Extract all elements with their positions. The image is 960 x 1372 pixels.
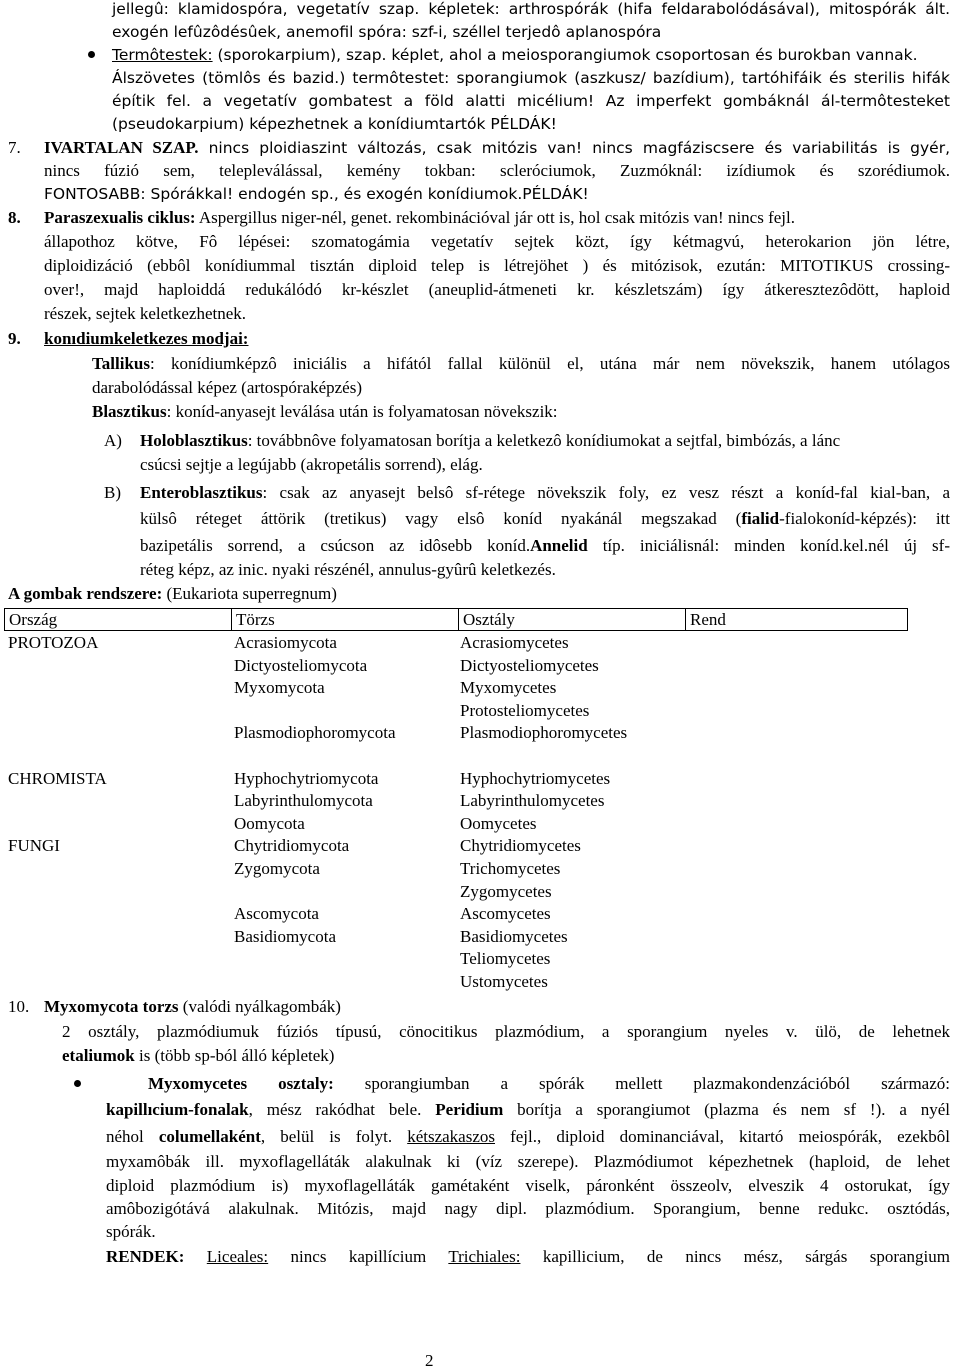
text-line: myxamôbák ill. myxoflagelláták alakulnak ki (víz szerepe). Plazmódiumot képezhetnek (haploid, de lehet <box>106 1152 950 1171</box>
table-cell: Labyrinthulomycota <box>234 791 373 811</box>
text-line: FONTOSABB: Spórákkal! endogén sp., és exogén konídiumok.PÉLDÁK! <box>44 185 589 203</box>
table-cell: Plasmodiophoromycetes <box>460 723 628 743</box>
text-line: (pseudokarpium) képezhetnek a konídiumtartók PÉLDÁK! <box>112 115 557 133</box>
text-line: exogén lefûzôdésûek, anemofil spóra: szf-i, széllel terjedô aplanospóra <box>112 23 662 41</box>
text-line: nincs fúzió sem, telepleválással, kemény tokban: scleróciumok, Zuzmóknál: izídiumok és szorédiumok. <box>44 161 950 180</box>
table-cell: Basidiomycota <box>234 926 336 946</box>
table-cell: Ascomycota <box>234 904 319 924</box>
text-span: bazipetális sorrend, a csúcson az idôsebb koníd. <box>140 536 531 555</box>
bullet-icon <box>74 1080 81 1087</box>
table-cell: Dictyosteliomycetes <box>460 655 599 675</box>
text-span: külsô réteget áttörik (tretikus) vagy elsô koníd nyakánál megszakad ( <box>140 509 742 528</box>
text-line <box>44 207 795 229</box>
rendszer-heading: A gombak rendszere: <box>8 584 163 603</box>
table-cell: Zygomycota <box>234 858 320 878</box>
text-line: spórák. <box>106 1222 156 1241</box>
section-heading: IVARTALAN SZAP. <box>44 138 199 157</box>
text-span: kapillıcium-fonalak <box>106 1100 249 1119</box>
text-line <box>92 353 950 375</box>
text-span: (valódi nyálkagombák) <box>178 997 341 1016</box>
section-heading: Paraszexualis ciklus: <box>44 208 196 227</box>
term-tallikus: Tallikus <box>92 354 150 373</box>
table-cell: CHROMISTA <box>8 768 107 788</box>
text-span: Trichiales: <box>448 1247 521 1266</box>
text-span: (Eukariota superregnum) <box>162 584 337 603</box>
table-cell <box>234 881 395 904</box>
text-line <box>106 1099 950 1121</box>
text-line: diploidizáció (ebbôl konídiummal tisztán diploid telep is létrejöhet ) és mitózisok, ezután: MITOTIKUS crossing- <box>44 256 950 275</box>
table-cell: Chytridiomycetes <box>460 836 581 856</box>
text-span: Aspergillus niger-nél, genet. rekombinációval jár ott is, hol csak mitózis van! nincs fejl. <box>195 208 795 227</box>
text-line <box>44 137 950 159</box>
table-cell: Teliomycetes <box>460 949 551 969</box>
text-span: típ. iniciálisnál: minden koníd.kel.nél új sf- <box>587 536 950 555</box>
myxomycetes-heading: Myxomycetes osztaly: <box>148 1074 334 1093</box>
table-cell: PROTOZOA <box>8 633 99 652</box>
text-line <box>62 1045 334 1067</box>
orszag-column <box>8 632 107 858</box>
text-line: csúcsi sejtje a legújabb (akropetális sorrend), elág. <box>140 455 483 474</box>
text-line <box>92 401 558 423</box>
table-cell <box>8 813 107 836</box>
table-cell <box>8 655 107 678</box>
text-span: is (több sp-ból álló képletek) <box>134 1046 335 1065</box>
section-number: 10. <box>8 997 30 1016</box>
text-line: darabolódással képez (artospóraképzés) <box>92 378 362 397</box>
table-cell: Trichomycetes <box>460 858 561 878</box>
text-line <box>8 583 337 605</box>
list-marker: A) <box>104 431 122 450</box>
text-line: over!, majd haploiddá redukálódó kr-készlet (aneuplid-átmeneti kr. készletszám) így átkeresztezôdött, haploid <box>44 280 950 299</box>
table-cell: Oomycetes <box>460 813 537 833</box>
section-number: 8. <box>8 208 21 227</box>
text-span: nincs kapillícium <box>268 1247 449 1266</box>
table-cell <box>8 700 107 723</box>
table-cell: Myxomycota <box>234 678 325 698</box>
text-line <box>140 430 840 452</box>
page-number: 2 <box>425 1351 434 1370</box>
table-cell: Hyphochytriomycota <box>234 768 379 788</box>
text-span: (sporokarpium), szap. képlet, ahol a meiosporangiumok csoportosan és burokban vannak. <box>212 46 918 64</box>
text-line: diploid plazmódium is) myxoflagelláták gamétaként viselk, páronként összeolv, elveszik 4 ostorukat, így <box>106 1176 950 1195</box>
section-heading: konıdiumkeletkezes modjai: <box>44 329 249 348</box>
term-holoblasztikus: Holoblasztikus <box>140 431 248 450</box>
text-span: columellaként <box>158 1127 261 1146</box>
table-cell: Plasmodiophoromycota <box>234 723 396 743</box>
text-span: kapillicium, de nincs mész, sárgás sporangium <box>520 1247 951 1266</box>
table-cell: Acrasiomycota <box>234 633 337 652</box>
text-span: sporangiumban a spórák mellett plazmakondenzációból származó: <box>333 1074 950 1093</box>
table-cell <box>234 700 395 723</box>
section-heading: Myxomycota torzs <box>44 997 179 1016</box>
text-span: kétszakaszos <box>407 1127 495 1146</box>
text-span: -fialokoníd-képzés): itt <box>779 509 951 528</box>
table-header-row <box>5 609 908 631</box>
table-cell: Labyrinthulomycetes <box>460 791 605 811</box>
text-line: részek, sejtek keletkezhetnek. <box>44 304 247 323</box>
rendek-heading: RENDEK: <box>106 1247 185 1266</box>
table-cell: Basidiomycetes <box>460 926 568 946</box>
text-line: jellegû: klamidospóra, vegetatív szap. képletek: arthrospórák (hifa feldarabolódásával), mitospórák ált. <box>112 0 950 18</box>
header-cell: Törzs <box>232 609 459 631</box>
taxonomy-table <box>4 608 908 631</box>
text-line: építik fel. a vegetatív gombatest a föld alatti micélium! Az imperfekt gombáknál ál-termôtesteket <box>112 92 950 110</box>
text-span: fialid <box>741 509 780 528</box>
table-cell: Acrasiomycetes <box>460 633 569 652</box>
text-span: , belül is folyt. <box>260 1127 408 1146</box>
text-span: : csak az anyasejt belsô sf-rétege növekszik foly, ez vesz részt a koníd-fal kial-ban, a <box>262 483 950 502</box>
section-number: 7. <box>8 138 21 157</box>
bullet-icon <box>88 51 95 58</box>
text-span: etaliumok <box>62 1046 135 1065</box>
term-enteroblasztikus: Enteroblasztikus <box>140 483 263 502</box>
text-span: néhol <box>106 1127 159 1146</box>
termotestek-heading: Termôtestek: <box>112 46 213 64</box>
text-span: , mész rakódhat bele. <box>248 1100 436 1119</box>
text-span: fejl., diploid dominanciával, kitartó meiospórák, ezekbôl <box>495 1127 950 1146</box>
table-cell <box>8 790 107 813</box>
text-span: : továbbnôve folyamatosan borítja a keletkezô konídiumokat a sejtfal, bimbózás, a lánc <box>247 431 841 450</box>
text-line <box>140 535 950 557</box>
table-cell: Zygomycetes <box>460 881 552 901</box>
term-blasztikus: Blasztikus <box>92 402 167 421</box>
text-line <box>112 44 918 66</box>
table-cell: Protosteliomycetes <box>460 700 590 720</box>
text-span: borítja a sporangiumot (plazma és nem sf !). a nyél <box>503 1100 951 1119</box>
table-cell <box>8 745 107 768</box>
text-span: : koníd-anyasejt leválása után is folyamatosan növekszik: <box>166 402 558 421</box>
table-cell <box>460 745 627 768</box>
table-cell: FUNGI <box>8 836 60 856</box>
text-line <box>44 996 341 1018</box>
osztaly-column <box>460 632 627 994</box>
table-cell: Hyphochytriomycetes <box>460 768 611 788</box>
table-cell <box>8 677 107 700</box>
text-line <box>148 1073 950 1095</box>
table-cell: Ascomycetes <box>460 904 551 924</box>
table-cell <box>8 722 107 745</box>
table-cell: Chytridiomycota <box>234 836 350 856</box>
text-span: Annelid <box>530 536 588 555</box>
text-line: réteg képz, az inic. nyaki részénél, annulus-gyûrû keletkezés. <box>140 560 556 579</box>
torzs-column <box>234 632 395 948</box>
header-cell: Rend <box>686 609 908 631</box>
text-line: 2 osztály, plazmódiumuk fúziós típusú, cönocitikus plazmódium, a sporangium nyeles v. ülö, de lehetnek <box>62 1022 950 1041</box>
text-span: : konídiumképzô iniciális a hifától fallal különül el, utána már nem növekszik, hanem utólagos <box>149 354 950 373</box>
header-cell: Osztály <box>459 609 686 631</box>
text-line <box>140 482 950 504</box>
text-span: nincs ploidiaszint változás, csak mitózis van! nincs magfáziscsere és variabilitás is gyér, <box>198 139 950 157</box>
text-line <box>140 508 950 530</box>
table-cell: Dictyosteliomycota <box>234 655 368 675</box>
list-marker: B) <box>104 483 121 502</box>
table-cell: Ustomycetes <box>460 971 548 991</box>
text-span: Liceales: <box>206 1247 269 1266</box>
text-line <box>106 1246 950 1268</box>
table-cell: Oomycota <box>234 813 305 833</box>
text-line: Álszövetes (tömlôs és bazid.) termôtestet: sporangiumok (aszkusz/ bazídium), tartóhifáik és sterilis hifák <box>112 69 950 87</box>
text-span: Peridium <box>435 1100 504 1119</box>
text-line: amôbozigótává alakulnak. Mitózis, majd nagy dipl. plazmódium. Sporangium, benne redukc. osztódás, <box>106 1199 950 1218</box>
header-cell: Ország <box>5 609 232 631</box>
text-line: állapothoz kötve, Fô lépései: szomatogámia vegetatív sejtek közt, így kétmagvú, heterokarion jön létre, <box>44 232 950 251</box>
section-number: 9. <box>8 329 21 348</box>
table-cell: Myxomycetes <box>460 678 557 698</box>
table-cell <box>234 745 395 768</box>
text-line <box>106 1126 950 1148</box>
